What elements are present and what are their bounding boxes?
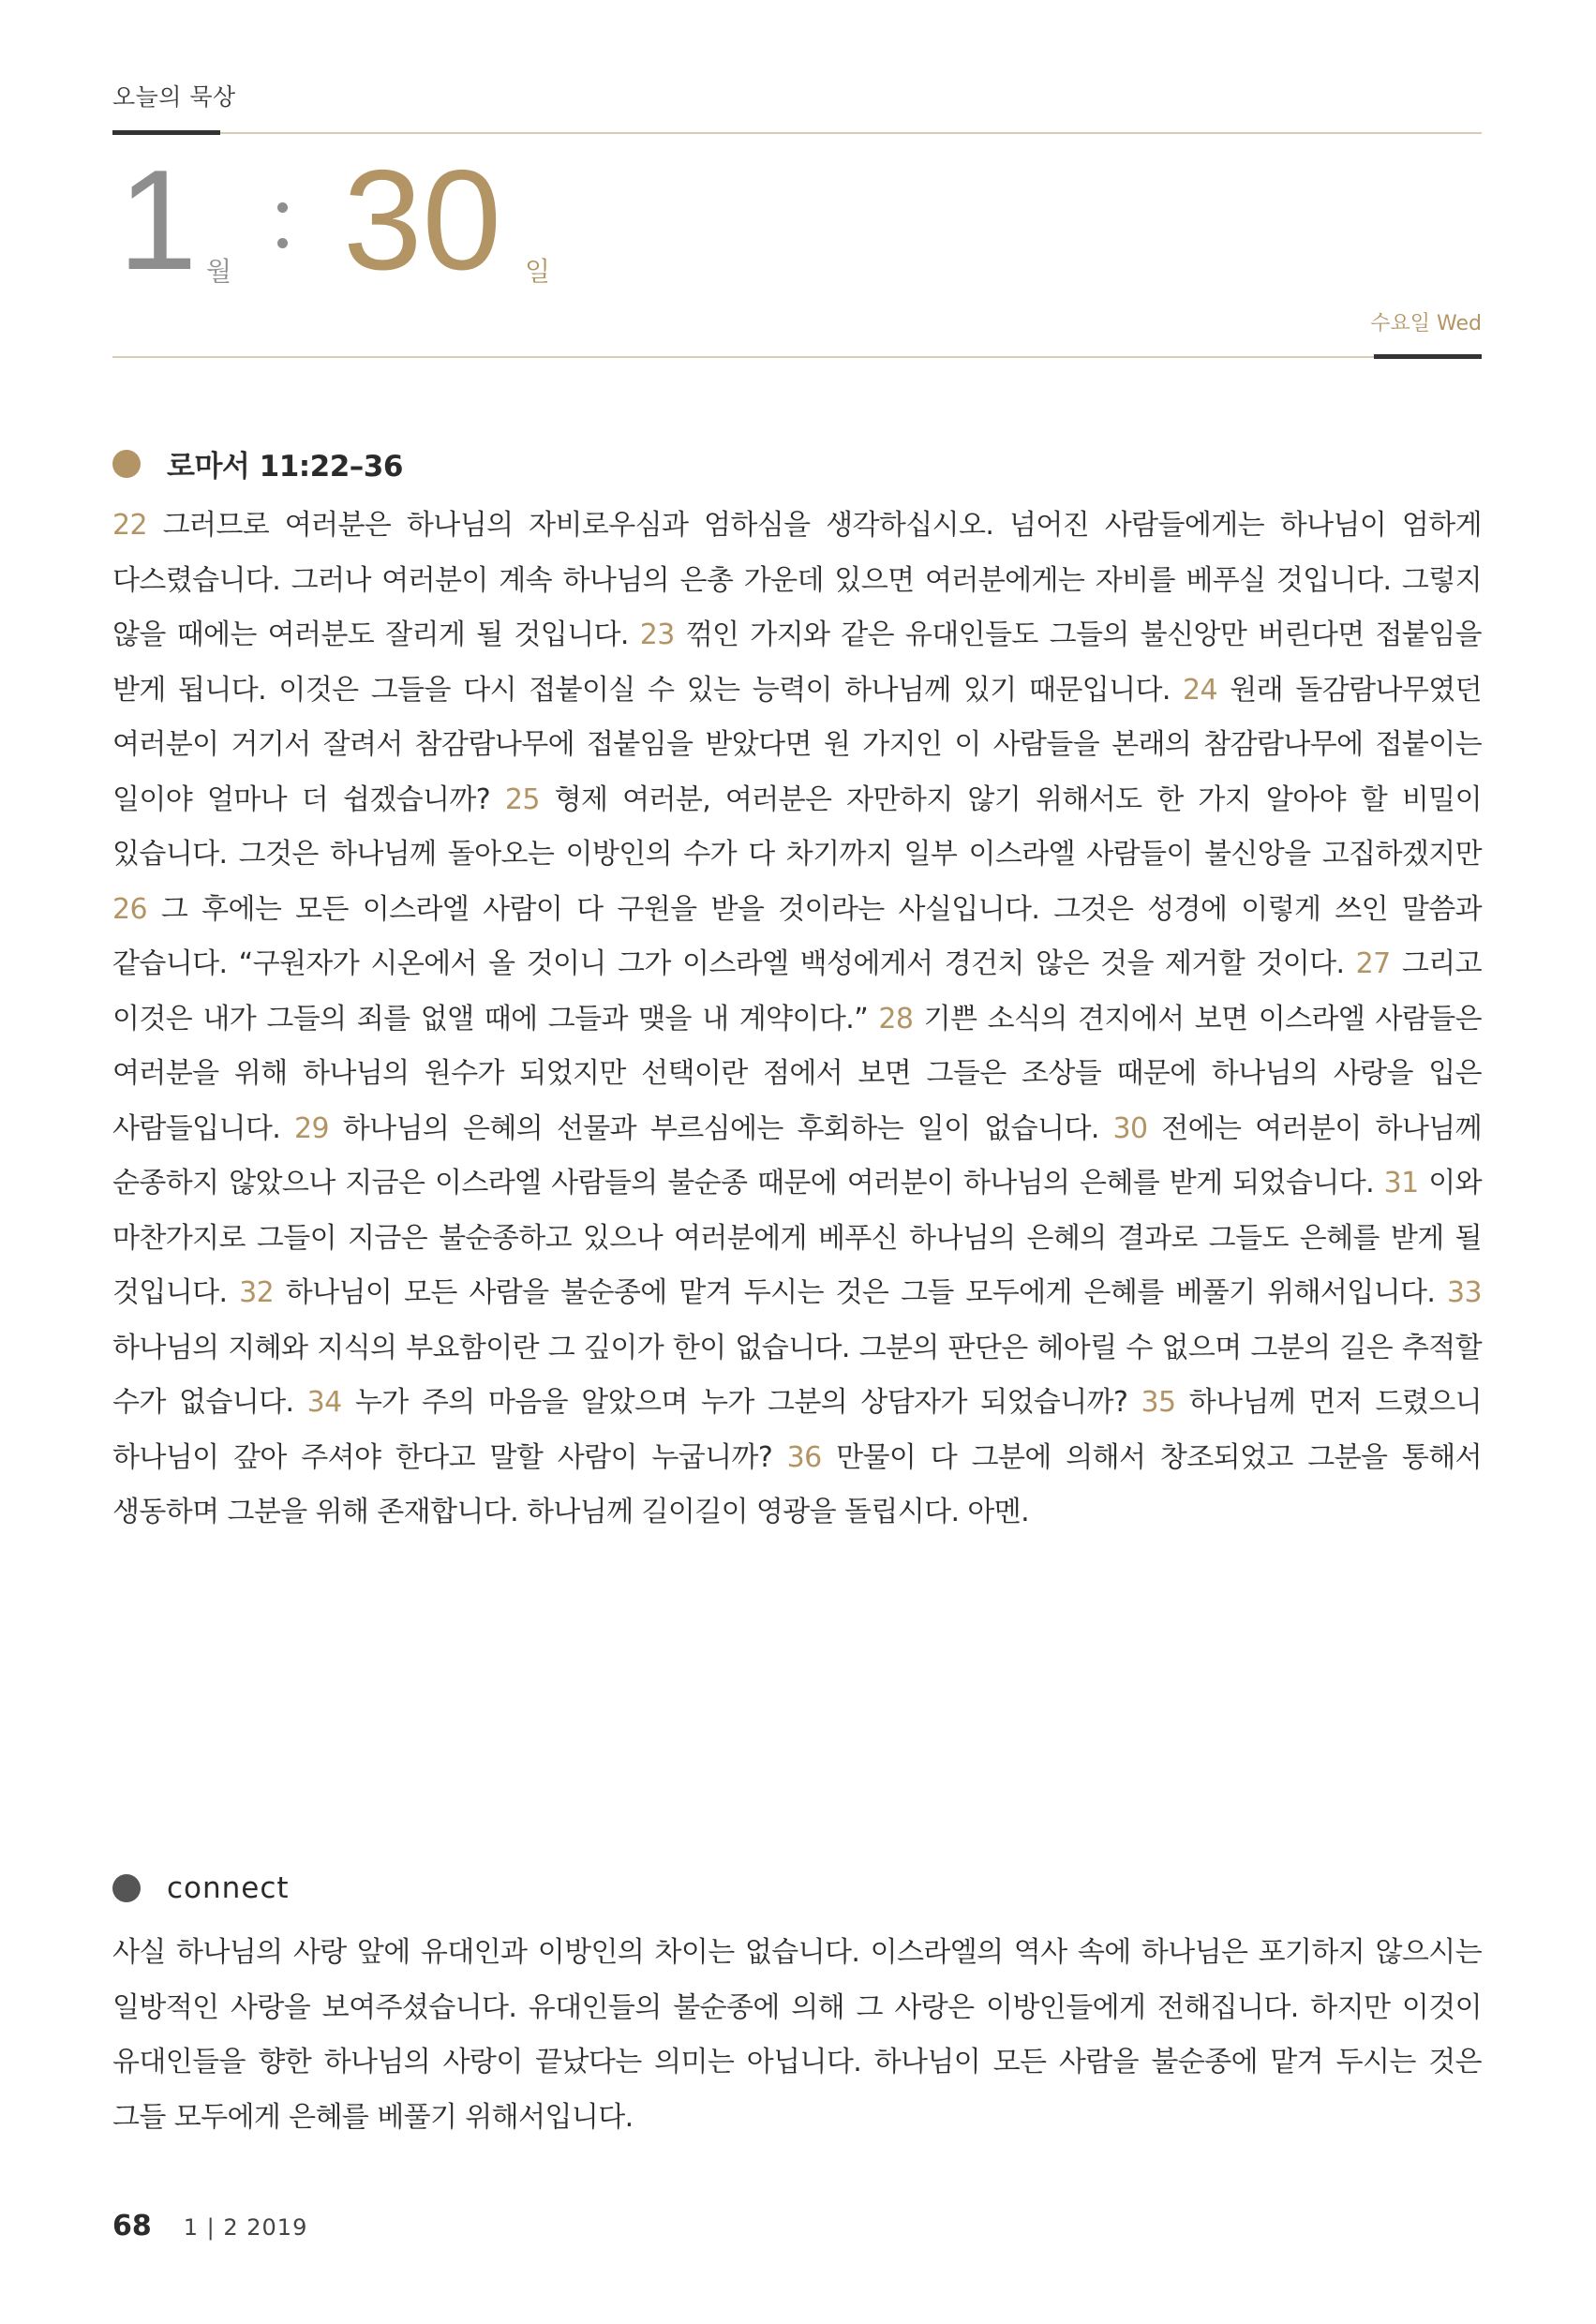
verse-number: 26 bbox=[112, 892, 147, 926]
verse-number: 35 bbox=[1141, 1386, 1176, 1419]
verse-text: 형제 여러분, 여러분은 자만하지 않기 위해서도 한 가지 알아야 할 비밀이 있습니다. 그것은 하나님께 돌아오는 이방인의 수가 다 차기까지 일부 이스라엘 사람들이 불신앙을 고집하겠지만 bbox=[112, 782, 1482, 871]
verse-number: 33 bbox=[1447, 1276, 1482, 1309]
verse-text: 그러므로 여러분은 하나님의 자비로우심과 엄하심을 생각하십시오. 넘어진 사람들에게는 하나님이 엄하게 다스렸습니다. 그러나 여러분이 계속 하나님의 은총 가운데 있으면 여러분에게는 자비를 베푸실 것입니다. 그렇지 않을 때에는 여러분도 잘리게 될 것입니다. bbox=[112, 509, 1482, 651]
verse-number: 23 bbox=[639, 618, 675, 651]
weekday-label: 수요일 Wed bbox=[1370, 312, 1482, 335]
header-divider-accent bbox=[112, 130, 220, 135]
date-divider bbox=[112, 356, 1482, 358]
scripture-text bbox=[112, 499, 1482, 1541]
verse-text: 하나님께 먼저 드렸으니 하나님이 갚아 주셔야 한다고 말할 사람이 누굽니까? bbox=[112, 1386, 1482, 1474]
verse-text: 누가 주의 마음을 알았으며 누가 그분의 상담자가 되었습니까? bbox=[341, 1386, 1141, 1419]
date-display bbox=[112, 141, 1050, 300]
verse-number: 30 bbox=[1112, 1111, 1148, 1145]
header-divider bbox=[112, 132, 1482, 134]
day-unit: 일 bbox=[525, 256, 551, 287]
date-divider-accent bbox=[1374, 354, 1482, 359]
verse-number: 34 bbox=[306, 1386, 342, 1419]
verse-text: 꺾인 가지와 같은 유대인들도 그들의 불신앙만 버린다면 접붙임을 받게 됩니다. 이것은 그들을 다시 접붙이실 수 있는 능력이 하나님께 있기 때문입니다. bbox=[112, 618, 1483, 707]
verse-number: 27 bbox=[1355, 947, 1391, 980]
verse-number: 31 bbox=[1383, 1167, 1419, 1199]
verse-number: 25 bbox=[504, 782, 540, 816]
day-number: 30 bbox=[343, 141, 502, 300]
verse-text: 그리고 이것은 내가 그들의 죄를 없앨 때에 그들과 맺을 내 계약이다.” bbox=[112, 947, 1483, 1035]
connect-heading bbox=[112, 1871, 290, 1905]
bullet-dot-icon bbox=[112, 1874, 141, 1902]
verse-number: 29 bbox=[293, 1111, 329, 1145]
verse-text: 하나님의 지혜와 지식의 부요함이란 그 깊이가 한이 없습니다. 그분의 판단은 헤아릴 수 없으며 그분의 길은 추적할 수가 없습니다. bbox=[112, 1331, 1482, 1419]
connect-title: connect bbox=[167, 1871, 290, 1905]
page-footer bbox=[112, 2210, 307, 2242]
issue-date: 1 | 2 2019 bbox=[183, 2214, 308, 2241]
month-unit: 월 bbox=[206, 256, 232, 287]
verse-text: 기쁜 소식의 견지에서 보면 이스라엘 사람들은 여러분을 위해 하나님의 원수가 되었지만 선택이란 점에서 보면 그들은 조상들 때문에 하나님의 사랑을 입은 사람들입니다. bbox=[112, 1002, 1483, 1145]
verse-text: 원래 돌감람나무였던 여러분이 거기서 잘려서 참감람나무에 접붙임을 받았다면 원 가지인 이 사람들을 본래의 참감람나무에 접붙이는 일이야 얼마나 더 쉽겠습니까? bbox=[112, 673, 1482, 816]
verse-number: 32 bbox=[239, 1276, 275, 1309]
section-label: 오늘의 묵상 bbox=[112, 83, 236, 111]
verse-text: 이와 마찬가지로 그들이 지금은 불순종하고 있으나 여러분에게 베푸신 하나님의 은혜의 결과로 그들도 은혜를 받게 될 것입니다. bbox=[112, 1167, 1482, 1309]
verse-text: 전에는 여러분이 하나님께 순종하지 않았으나 지금은 이스라엘 사람들의 불순종 때문에 여러분이 하나님의 은혜를 받게 되었습니다. bbox=[112, 1111, 1482, 1199]
page-number: 68 bbox=[112, 2210, 152, 2242]
month-number: 1 bbox=[118, 141, 198, 300]
verse-text: 그 후에는 모든 이스라엘 사람이 다 구원을 받을 것이라는 사실입니다. 그것은 성경에 이렇게 쓰인 말씀과 같습니다. “구원자가 시온에서 올 것이니 그가 이스라엘 백성에게서 경건치 않은 것을 제거할 것이다. bbox=[112, 892, 1482, 980]
verse-number: 36 bbox=[786, 1440, 822, 1474]
verse-text: 하나님의 은혜의 선물과 부르심에는 후회하는 일이 없습니다. bbox=[328, 1111, 1113, 1145]
verse-number: 28 bbox=[878, 1002, 914, 1035]
verse-number: 24 bbox=[1183, 673, 1218, 707]
verse-text: 하나님이 모든 사람을 불순종에 맡겨 두시는 것은 그들 모두에게 은혜를 베풀기 위해서입니다. bbox=[274, 1276, 1448, 1309]
date-separator-icon bbox=[277, 197, 289, 253]
verse-number: 22 bbox=[112, 509, 147, 542]
verse-text: 만물이 다 그분에 의해서 창조되었고 그분을 통해서 생동하며 그분을 위해 존재합니다. 하나님께 길이길이 영광을 돌립시다. 아멘. bbox=[112, 1440, 1482, 1528]
connect-text: 사실 하나님의 사랑 앞에 유대인과 이방인의 차이는 없습니다. 이스라엘의 역사 속에 하나님은 포기하지 않으시는 일방적인 사랑을 보여주셨습니다. 유대인들의 불순종에 의해 그 사랑은 이방인들에게 전해집니다. 하지만 이것이 유대인들을 향한 하나님의 사랑이 끝났다는 의미는 아닙니다. 하나님이 모든 사람을 불순종에 맡겨 두시는 것은 그들 모두에게 은혜를 베풀기 위해서입니다. bbox=[112, 1936, 1482, 2134]
scripture-heading bbox=[112, 442, 403, 484]
scripture-reference: 로마서 11:22–36 bbox=[167, 450, 403, 484]
bullet-dot-icon bbox=[112, 450, 141, 478]
